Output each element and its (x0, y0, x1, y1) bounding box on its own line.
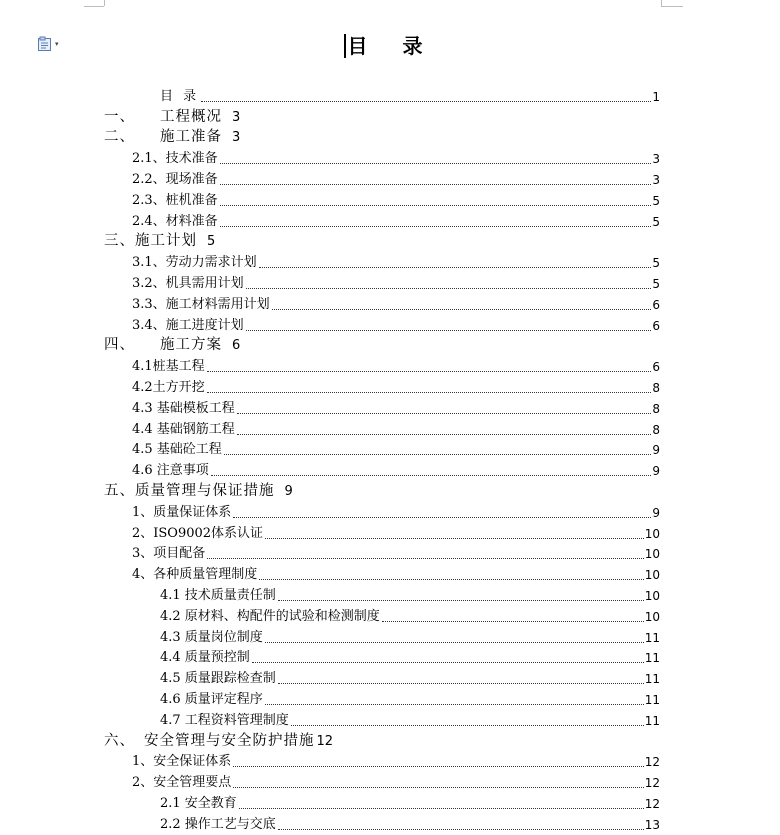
toc-entry-label: 2.1、技术准备 (132, 151, 218, 167)
toc-entry[interactable] (104, 146, 660, 167)
toc-entry-page: 9 (284, 483, 293, 499)
toc-entry[interactable] (104, 354, 660, 375)
toc-entry-label: 4.6 注意事项 (132, 463, 209, 479)
toc-entry[interactable] (104, 250, 660, 271)
toc-entry-label (104, 483, 293, 500)
toc-entry-label: 3.3、施工材料需用计划 (132, 296, 270, 312)
toc-entry-page: 5 (652, 256, 660, 271)
toc-entry-page: 10 (644, 526, 660, 541)
toc-entry[interactable] (104, 542, 660, 563)
dot-leader (239, 807, 644, 809)
toc-entry[interactable] (104, 666, 660, 687)
chevron-down-icon: ▾ (55, 40, 59, 48)
dot-leader (252, 661, 644, 663)
dot-leader (278, 682, 644, 684)
dot-leader (278, 599, 644, 601)
toc-entry-label (104, 337, 240, 354)
toc-entry-page: 1 (652, 89, 660, 104)
toc-entry-title: 施工计划 (135, 233, 197, 250)
toc-entry-number: 五、 (104, 482, 135, 499)
toc-entry[interactable] (104, 646, 660, 667)
dot-leader (220, 183, 652, 185)
toc-entry[interactable] (104, 292, 660, 313)
toc-entry-label: 3、项目配备 (132, 546, 206, 562)
toc-entry-page: 3 (232, 109, 241, 125)
toc-entry-label: 3.1、劳动力需求计划 (132, 255, 257, 271)
toc-entry-page: 13 (644, 817, 660, 832)
dot-leader (246, 329, 652, 331)
toc-entry[interactable] (104, 105, 660, 126)
toc-entry-page: 9 (652, 505, 660, 520)
toc-entry-label: 2.1 安全教育 (160, 795, 237, 811)
toc-entry-title: 工程概况 (160, 108, 222, 125)
dot-leader (272, 308, 652, 310)
toc-entry[interactable] (104, 500, 660, 521)
toc-entry-page: 9 (652, 464, 660, 479)
toc-entry-label (104, 733, 333, 750)
toc-entry-title: 安全管理与安全防护措施 (144, 732, 315, 749)
toc-entry-page: 11 (644, 672, 660, 687)
dot-leader (382, 620, 644, 622)
toc-entry-page: 6 (652, 297, 660, 312)
toc-entry[interactable] (104, 230, 660, 251)
dot-leader (211, 474, 652, 476)
toc-entry-label: 4.1 技术质量责任制 (160, 587, 276, 603)
toc-entry-number: 二、 (104, 129, 135, 146)
table-of-contents (104, 84, 660, 833)
dot-leader (265, 703, 644, 705)
toc-entry[interactable] (104, 417, 660, 438)
toc-entry-number: 三、 (104, 233, 135, 250)
toc-entry[interactable] (104, 479, 660, 500)
toc-entry-page: 6 (652, 360, 660, 375)
dot-leader (207, 391, 652, 393)
toc-entry-page: 12 (644, 755, 660, 770)
toc-entry-page: 9 (652, 443, 660, 458)
crop-mark (84, 6, 104, 7)
toc-entry-label: 3.2、机具需用计划 (132, 275, 244, 291)
toc-entry-number: 四、 (104, 337, 135, 354)
toc-entry-page: 12 (644, 776, 660, 791)
toc-entry[interactable] (104, 770, 660, 791)
dot-leader (278, 828, 644, 830)
toc-entry[interactable] (104, 687, 660, 708)
toc-entry[interactable] (104, 625, 660, 646)
toc-entry-page: 10 (644, 609, 660, 624)
toc-entry[interactable] (104, 271, 660, 292)
toc-entry-page: 5 (207, 234, 216, 250)
dot-leader (201, 100, 651, 102)
toc-entry-label: 4、各种质量管理制度 (132, 567, 258, 583)
toc-entry-page: 6 (652, 318, 660, 333)
toc-entry-page: 8 (652, 380, 660, 395)
toc-entry-label: 4.5 质量跟踪检查制 (160, 671, 276, 687)
toc-entry[interactable] (104, 708, 660, 729)
dot-leader (233, 516, 651, 518)
toc-entry[interactable] (104, 458, 660, 479)
toc-entry[interactable] (104, 750, 660, 771)
dot-leader (233, 765, 643, 767)
toc-entry[interactable] (104, 729, 660, 750)
toc-entry-title: 施工方案 (160, 337, 222, 354)
crop-mark (104, 0, 105, 6)
toc-entry-label: 4.3 基础模板工程 (132, 400, 235, 416)
toc-entry-label: 1、质量保证体系 (132, 504, 232, 520)
toc-entry-page: 10 (644, 588, 660, 603)
toc-entry-label: 4.6 质量评定程序 (160, 691, 263, 707)
dot-leader (233, 786, 643, 788)
dot-leader (259, 578, 643, 580)
toc-entry[interactable] (104, 84, 660, 105)
toc-entry-label: 2.3、桩机准备 (132, 192, 218, 208)
dot-leader (220, 204, 652, 206)
toc-entry[interactable] (104, 438, 660, 459)
toc-entry-page: 11 (644, 692, 660, 707)
dot-leader (237, 433, 652, 435)
crop-mark (661, 6, 683, 7)
toc-entry-page: 12 (644, 796, 660, 811)
toc-entry-label (104, 233, 215, 250)
toc-entry-label: 4.5 基础砼工程 (132, 442, 222, 458)
dot-leader (224, 453, 652, 455)
toc-entry-label: 2.2、现场准备 (132, 171, 218, 187)
toc-entry-page: 8 (652, 422, 660, 437)
toc-entry[interactable] (104, 126, 660, 147)
toc-entry[interactable] (104, 375, 660, 396)
toc-entry-number: 一、 (104, 108, 135, 125)
dot-leader (220, 225, 652, 227)
toc-entry[interactable] (104, 313, 660, 334)
dot-leader (220, 162, 652, 164)
toc-entry-label: 2.4、材料准备 (132, 213, 218, 229)
toc-entry[interactable] (104, 209, 660, 230)
toc-entry-page: 10 (644, 547, 660, 562)
toc-entry-label: 4.2土方开挖 (132, 379, 205, 395)
toc-entry-page: 6 (232, 338, 241, 354)
dot-leader (265, 641, 644, 643)
toc-entry-page: 11 (644, 630, 660, 645)
dot-leader (207, 557, 643, 559)
toc-entry[interactable] (104, 562, 660, 583)
toc-entry-label (104, 129, 240, 146)
toc-entry-title: 质量管理与保证措施 (135, 482, 275, 499)
toc-entry-title: 施工准备 (160, 129, 222, 146)
toc-entry-page: 3 (652, 152, 660, 167)
toc-entry-label: 3.4、施工进度计划 (132, 317, 244, 333)
text-cursor (344, 34, 346, 58)
toc-entry[interactable] (104, 521, 660, 542)
toc-entry-label: 4.4 基础钢筋工程 (132, 421, 235, 437)
dot-leader (259, 266, 652, 268)
toc-entry-page: 3 (232, 130, 241, 146)
toc-entry-label: 4.3 质量岗位制度 (160, 629, 263, 645)
toc-entry-label: 1、安全保证体系 (132, 754, 232, 770)
toc-entry-page: 5 (652, 193, 660, 208)
toc-entry-number: 六、 (104, 732, 135, 749)
dot-leader (291, 724, 644, 726)
dot-leader (246, 287, 652, 289)
toc-entry-label: 2.2 操作工艺与交底 (160, 816, 276, 832)
toc-entry-page: 11 (644, 713, 660, 728)
toc-entry[interactable] (104, 604, 660, 625)
page-title: 目 录 (0, 30, 780, 59)
toc-entry[interactable] (104, 167, 660, 188)
toc-entry-label: 4.2 原材料、构配件的试验和检测制度 (160, 608, 380, 624)
toc-entry[interactable] (104, 396, 660, 417)
toc-entry-page: 11 (644, 651, 660, 666)
toc-entry-label: 4.7 工程资料管理制度 (160, 712, 289, 728)
toc-entry-page: 12 (316, 733, 334, 749)
toc-entry-label: 4.1桩基工程 (132, 359, 205, 375)
toc-entry[interactable] (104, 812, 660, 833)
toc-entry[interactable] (104, 583, 660, 604)
toc-entry-page: 8 (652, 401, 660, 416)
toc-entry-label: 4.4 质量预控制 (160, 650, 250, 666)
toc-entry-page: 3 (652, 172, 660, 187)
toc-entry-page: 5 (652, 276, 660, 291)
toc-entry[interactable] (104, 188, 660, 209)
toc-entry-page: 10 (644, 568, 660, 583)
toc-entry-page: 5 (652, 214, 660, 229)
toc-entry-label: 2、安全管理要点 (132, 775, 232, 791)
toc-entry[interactable] (104, 791, 660, 812)
toc-entry[interactable] (104, 334, 660, 355)
toc-entry-label: 目 录 (160, 88, 200, 104)
dot-leader (207, 370, 652, 372)
dot-leader (237, 412, 652, 414)
dot-leader (265, 537, 644, 539)
toc-entry-label: 2、ISO9002体系认证 (132, 525, 264, 541)
toc-entry-label (104, 109, 240, 126)
